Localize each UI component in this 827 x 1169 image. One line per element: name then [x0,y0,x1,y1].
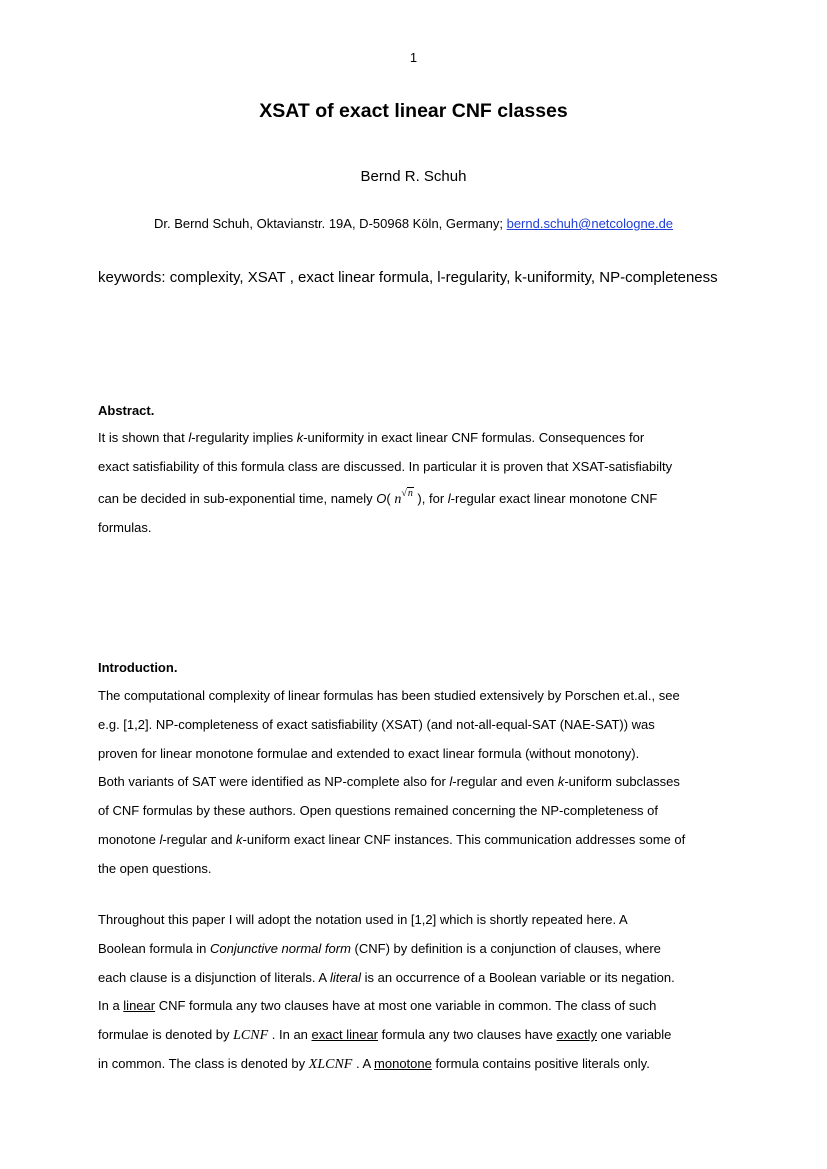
abstract-line: formulas. [98,519,152,535]
intro-line: in common. The class is denoted by XLCNF . A monotone formula contains positive literals only. [98,1055,650,1072]
affiliation [0,216,827,231]
intro-line: The computational complexity of linear formulas has been studied extensively by Porschen et.al., see [98,688,680,703]
sqrt-exponent: √n [401,487,413,499]
intro-line: monotone l-regular and k-uniform exact linear CNF instances. This communication addresses some of [98,831,686,847]
intro-line: proven for linear monotone formulae and extended to exact linear formula (without monotony). [98,745,640,761]
abstract-heading: Abstract. [98,403,155,418]
intro-line: In a linear CNF formula any two clauses have at most one variable in common. The class of such [98,998,657,1014]
abstract-line: It is shown that l-regularity implies k-uniformity in exact linear CNF formulas. Consequences for [98,430,645,445]
abstract-line: can be decided in sub-exponential time, namely O( $n^{√n}$ ), for l-regular exact linear monotone CNF [98,487,658,507]
introduction-heading: Introduction. [98,660,178,675]
intro-line: Both variants of SAT were identified as NP-complete also for l-regular and even k-uniform subclasses [98,774,680,790]
intro-line: Throughout this paper I will adopt the notation used in [1,2] which is shortly repeated here. A [98,912,628,927]
math-xlcnf: XLCNF [308,1056,353,1072]
abstract-line: exact satisfiability of this formula class are discussed. In particular it is proven that XSAT-satisfiabilty [98,458,673,474]
affiliation-text: Dr. Bernd Schuh, Oktavianstr. 19A, D-50968 Köln, Germany; [153,216,507,231]
page-number: 1 [409,50,418,65]
introduction-paragraph-2 [98,906,738,1079]
paper-title: XSAT of exact linear CNF classes [259,100,568,122]
intro-line: of CNF formulas by these authors. Open questions remained concerning the NP-completeness of [98,803,659,819]
big-o: O [376,490,387,506]
math-lcnf: LCNF [233,1028,269,1044]
introduction-paragraph-1 [98,682,738,884]
intro-line: the open questions. [98,860,212,876]
abstract-body [98,424,738,542]
author-name: Bernd R. Schuh [360,168,467,185]
math-n: n [394,491,402,507]
intro-line: e.g. [1,2]. NP-completeness of exact satisfiability (XSAT) (and not-all-equal-SAT (NAE-SAT)) was [98,716,655,732]
keywords: keywords: complexity, XSAT , exact linear formula, l-regularity, k-uniformity, NP-completeness [98,269,718,286]
intro-line: each clause is a disjunction of literals. A literal is an occurrence of a Boolean variable or its negation. [98,969,675,985]
intro-line: formulae is denoted by LCNF . In an exact linear formula any two clauses have exactly one variable [98,1027,672,1044]
email-link[interactable]: bernd.schuh@netcologne.de [506,216,674,231]
intro-line: Boolean formula in Conjunctive normal form (CNF) by definition is a conjunction of clauses, where [98,940,661,956]
